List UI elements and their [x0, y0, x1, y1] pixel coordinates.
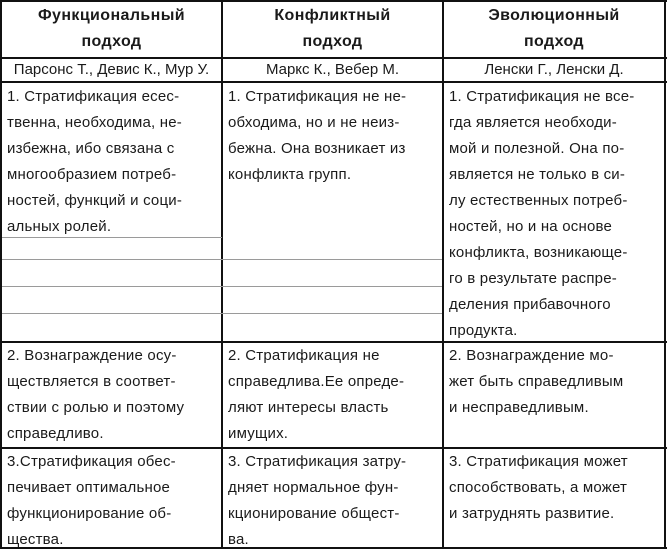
text-line: печивает оптимальное	[7, 479, 171, 496]
text-line: 3. Стратификация затру-	[228, 453, 407, 470]
cell-row2-functional	[2, 343, 221, 447]
text-line: справедлива.Ее опреде-	[228, 373, 405, 390]
text-line: конфликта групп.	[228, 166, 352, 183]
text-line: ствии с ролью и поэтому	[7, 399, 185, 416]
text-line: 1. Стратификация есес-	[7, 88, 180, 105]
authors-functional: Парсонс Т., Девис К., Мур У.	[13, 61, 210, 78]
table-border-top	[0, 0, 667, 2]
text-line: функционирование об-	[7, 505, 172, 522]
authors-conflict: Маркс К., Вебер М.	[265, 61, 400, 78]
text-line: ностей, но и на основе	[449, 218, 613, 235]
text-line: 3.Стратификация обес-	[7, 453, 176, 470]
text-line: дняет нормальное фун-	[228, 479, 399, 496]
text-line: 2. Вознаграждение осу-	[7, 347, 177, 364]
cell-row1-evolutionary	[444, 84, 664, 344]
text-line: справедливо.	[7, 425, 104, 442]
cell-row3-functional	[2, 449, 221, 553]
text-line: жет быть справедливым	[449, 373, 624, 390]
text-line: 2. Стратификация не	[228, 347, 380, 364]
text-line: конфликта, возникающе-	[449, 244, 628, 261]
text-line: деления прибавочного	[449, 296, 611, 313]
header-line: Функциональный	[38, 7, 185, 24]
ruled-line	[2, 286, 442, 287]
header-evolutionary	[444, 3, 664, 55]
text-line: является не только в си-	[449, 166, 626, 183]
header-line: подход	[81, 33, 142, 50]
text-line: кционирование общест-	[228, 505, 400, 522]
authors-evolutionary: Ленски Г., Ленски Д.	[484, 61, 624, 78]
text-line: 1. Стратификация не не-	[228, 88, 407, 105]
text-line: избежна, ибо связана с	[7, 140, 175, 157]
text-line: способствовать, а может	[449, 479, 628, 496]
text-line: 2. Вознаграждение мо-	[449, 347, 614, 364]
authors-divider	[0, 81, 667, 83]
text-line: 3. Стратификация может	[449, 453, 628, 470]
header-line: Конфликтный	[274, 7, 391, 24]
text-line: го в результате распре-	[449, 270, 617, 287]
text-line: продукта.	[449, 322, 518, 339]
text-line: имущих.	[228, 425, 289, 442]
cell-row1-conflict	[223, 84, 442, 188]
text-line: мой и полезной. Она по-	[449, 140, 625, 157]
text-line: альных ролей.	[7, 218, 112, 235]
text-line: ва.	[228, 531, 249, 548]
ruled-line	[2, 259, 442, 260]
text-line: бежна. Она возникает из	[228, 140, 406, 157]
header-line: подход	[523, 33, 584, 50]
text-line: гда является необходи-	[449, 114, 617, 131]
text-line: и несправедливым.	[449, 399, 589, 416]
cell-row1-functional	[2, 84, 221, 240]
header-line: Эволюционный	[488, 7, 620, 24]
text-line: ляют интересы власть	[228, 399, 389, 416]
text-line: твенна, необходима, не-	[7, 114, 183, 131]
cell-row2-evolutionary	[444, 343, 664, 421]
text-line: и затруднять развитие.	[449, 505, 615, 522]
text-line: лу естественных потреб-	[449, 192, 628, 209]
text-line: щества.	[7, 531, 64, 548]
ruled-line	[2, 313, 442, 314]
cell-row3-evolutionary	[444, 449, 664, 527]
text-line: обходима, но и не неиз-	[228, 114, 400, 131]
cell-row3-conflict	[223, 449, 442, 553]
text-line: ностей, функций и соци-	[7, 192, 183, 209]
text-line: 1. Стратификация не все-	[449, 88, 635, 105]
header-conflict	[223, 3, 442, 55]
header-functional	[2, 3, 221, 55]
cell-row2-conflict	[223, 343, 442, 447]
header-line: подход	[302, 33, 363, 50]
text-line: ществляется в соответ-	[7, 373, 176, 390]
text-line: многообразием потреб-	[7, 166, 177, 183]
